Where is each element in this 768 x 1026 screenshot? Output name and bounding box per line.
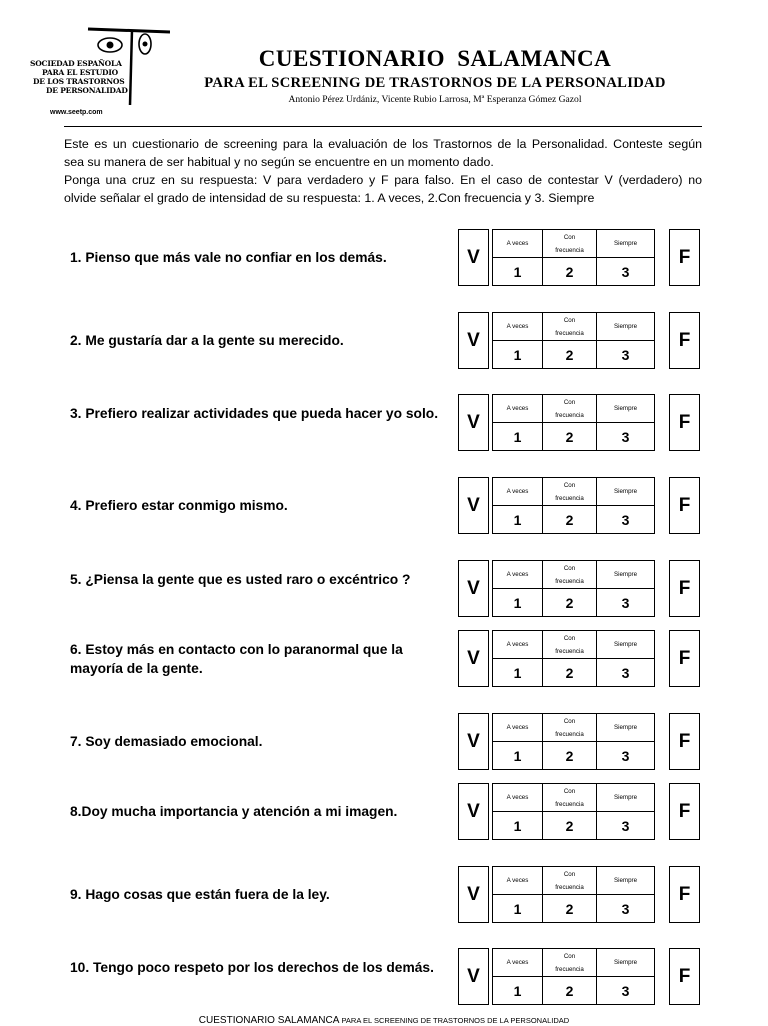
- answer-false-box[interactable]: F: [669, 866, 700, 923]
- intensity-grid: [492, 783, 655, 840]
- intensity-header: [493, 395, 542, 422]
- intensity-header-line: Siempre: [613, 240, 638, 247]
- answer-true-box[interactable]: V: [458, 312, 489, 369]
- seetp-logo: [30, 25, 170, 123]
- authors-line: Antonio Pérez Urdániz, Vicente Rubio Larrosa, Mª Esperanza Gómez Gazol: [288, 94, 582, 105]
- answer-true-box[interactable]: V: [458, 560, 489, 617]
- intensity-option-2[interactable]: 2: [565, 983, 574, 999]
- intensity-header-line: frecuencia: [555, 411, 584, 419]
- intensity-header: [597, 784, 654, 811]
- intensity-option-1[interactable]: 1: [513, 748, 522, 764]
- answer-false-box[interactable]: F: [669, 783, 700, 840]
- intensity-option-2[interactable]: 2: [565, 595, 574, 611]
- intensity-header-line: frecuencia: [555, 883, 584, 891]
- intensity-header: [543, 561, 596, 588]
- answer-false-box[interactable]: F: [669, 630, 700, 687]
- intensity-header-line: Siempre: [613, 488, 638, 495]
- intensity-option-1[interactable]: 1: [513, 983, 522, 999]
- intensity-header: [493, 784, 542, 811]
- question-text: 4. Prefiero estar conmigo mismo.: [70, 498, 288, 513]
- intensity-header-line: A veces: [506, 405, 529, 412]
- intensity-option-3[interactable]: 3: [621, 347, 630, 363]
- intensity-header-line: Con: [563, 952, 576, 960]
- intensity-header: [597, 478, 654, 505]
- logo-text-line: SOCIEDAD ESPAÑOLA: [30, 59, 122, 68]
- intensity-header-line: frecuencia: [555, 730, 584, 738]
- page-subtitle: PARA EL SCREENING DE TRASTORNOS DE LA PERSONALIDAD: [204, 75, 666, 91]
- intensity-grid: [492, 477, 655, 534]
- intensity-header-line: A veces: [506, 488, 529, 495]
- question-text: 2. Me gustaría dar a la gente su merecido.: [70, 333, 344, 348]
- intensity-option-2[interactable]: 2: [565, 901, 574, 917]
- intensity-header: [543, 230, 596, 257]
- intensity-option-1[interactable]: 1: [513, 595, 522, 611]
- intensity-header: [493, 561, 542, 588]
- intensity-option-3[interactable]: 3: [621, 983, 630, 999]
- intensity-header: [493, 867, 542, 894]
- header-divider: [64, 126, 702, 127]
- intensity-header-line: frecuencia: [555, 965, 584, 973]
- intensity-header-line: A veces: [506, 641, 529, 648]
- intensity-header-line: A veces: [506, 794, 529, 801]
- intensity-header: [543, 867, 596, 894]
- intensity-header: [493, 313, 542, 340]
- intensity-header-line: Con: [563, 787, 576, 795]
- intensity-header: [597, 714, 654, 741]
- intensity-header: [597, 313, 654, 340]
- question-text: 5. ¿Piensa la gente que es usted raro o excéntrico ?: [70, 572, 411, 587]
- intensity-grid: [492, 312, 655, 369]
- answer-false-box[interactable]: F: [669, 948, 700, 1005]
- intensity-header: [543, 949, 596, 976]
- intensity-option-1[interactable]: 1: [513, 665, 522, 681]
- intensity-option-2[interactable]: 2: [565, 818, 574, 834]
- intensity-header-line: A veces: [506, 323, 529, 330]
- answer-true-box[interactable]: V: [458, 866, 489, 923]
- answer-true-box[interactable]: V: [458, 229, 489, 286]
- intensity-grid: [492, 229, 655, 286]
- intro-line: Ponga una cruz en su respuesta: V para verdadero y F para falso. En el caso de contestar V (verdadero) no: [64, 173, 702, 187]
- intensity-option-3[interactable]: 3: [621, 748, 630, 764]
- intensity-option-1[interactable]: 1: [513, 264, 522, 280]
- intensity-header: [543, 395, 596, 422]
- intro-line: sea su manera de ser habitual y no según se encuentre en un momento dado.: [64, 155, 494, 169]
- intensity-header-line: A veces: [506, 959, 529, 966]
- intensity-header: [597, 867, 654, 894]
- intensity-option-3[interactable]: 3: [621, 429, 630, 445]
- intensity-header-line: Siempre: [613, 571, 638, 578]
- intensity-option-2[interactable]: 2: [565, 512, 574, 528]
- question-text: 10. Tengo poco respeto por los derechos de los demás.: [70, 960, 434, 975]
- intensity-header: [493, 478, 542, 505]
- intensity-option-2[interactable]: 2: [565, 665, 574, 681]
- answer-true-box[interactable]: V: [458, 783, 489, 840]
- intensity-grid: [492, 948, 655, 1005]
- logo-text-line: DE PERSONALIDAD: [46, 86, 128, 95]
- intensity-header-line: Con: [563, 634, 576, 642]
- intensity-header-line: frecuencia: [555, 647, 584, 655]
- answer-false-box[interactable]: F: [669, 477, 700, 534]
- intensity-grid: [492, 560, 655, 617]
- answer-true-box[interactable]: V: [458, 477, 489, 534]
- intensity-header-line: Con: [563, 398, 576, 406]
- intensity-header-line: A veces: [506, 724, 529, 731]
- intensity-header: [493, 714, 542, 741]
- answer-false-box[interactable]: F: [669, 560, 700, 617]
- answer-true-box[interactable]: V: [458, 630, 489, 687]
- intensity-header: [543, 313, 596, 340]
- intensity-header-line: Siempre: [613, 877, 638, 884]
- answer-false-box[interactable]: F: [669, 394, 700, 451]
- intensity-option-1[interactable]: 1: [513, 818, 522, 834]
- intensity-header: [493, 949, 542, 976]
- intensity-grid: [492, 866, 655, 923]
- answer-true-box[interactable]: V: [458, 948, 489, 1005]
- logo-text-line: PARA EL ESTUDIO: [42, 68, 118, 77]
- question-text: 3. Prefiero realizar actividades que pueda hacer yo solo.: [70, 406, 439, 421]
- intensity-grid: [492, 713, 655, 770]
- intensity-header-line: Con: [563, 870, 576, 878]
- intensity-header: [543, 784, 596, 811]
- footer-title: CUESTIONARIO SALAMANCA: [198, 1015, 340, 1026]
- intensity-header-line: Siempre: [613, 959, 638, 966]
- intro-line: olvide señalar el grado de intensidad de su respuesta: 1. A veces, 2.Con frecuencia y 3. Siempre: [64, 191, 595, 205]
- answer-false-box[interactable]: F: [669, 229, 700, 286]
- intensity-option-2[interactable]: 2: [565, 347, 574, 363]
- intensity-header-line: frecuencia: [555, 246, 584, 254]
- intensity-header-line: A veces: [506, 240, 529, 247]
- intensity-header: [597, 395, 654, 422]
- intensity-option-2[interactable]: 2: [565, 264, 574, 280]
- intensity-option-1[interactable]: 1: [513, 512, 522, 528]
- intro-line: Este es un cuestionario de screening para la evaluación de los Trastornos de la Personalidad. Conteste según: [64, 137, 702, 151]
- intensity-grid: [492, 630, 655, 687]
- question-text: 6. Estoy más en contacto con lo paranormal que la mayoría de la gente.: [70, 642, 403, 676]
- intensity-header-line: frecuencia: [555, 494, 584, 502]
- logo-url: www.seetp.com: [50, 109, 103, 116]
- intensity-header-line: Siempre: [613, 405, 638, 412]
- question-text: 8.Doy mucha importancia y atención a mi imagen.: [70, 804, 398, 819]
- intensity-header: [493, 631, 542, 658]
- intensity-option-3[interactable]: 3: [621, 818, 630, 834]
- intensity-header-line: A veces: [506, 877, 529, 884]
- intensity-header: [543, 714, 596, 741]
- question-text: 9. Hago cosas que están fuera de la ley.: [70, 887, 330, 902]
- intensity-option-3[interactable]: 3: [621, 901, 630, 917]
- intensity-header-line: A veces: [506, 571, 529, 578]
- question-text: 7. Soy demasiado emocional.: [70, 734, 263, 749]
- intensity-header: [597, 561, 654, 588]
- intensity-header-line: Siempre: [613, 794, 638, 801]
- intensity-header: [543, 631, 596, 658]
- intensity-option-1[interactable]: 1: [513, 347, 522, 363]
- intensity-header-line: Siempre: [613, 641, 638, 648]
- answer-true-box[interactable]: V: [458, 713, 489, 770]
- footer-subtitle: PARA EL SCREENING DE TRASTORNOS DE LA PERSONALIDAD: [339, 1016, 570, 1025]
- intensity-option-2[interactable]: 2: [565, 429, 574, 445]
- intensity-header-line: frecuencia: [555, 800, 584, 808]
- answer-false-box[interactable]: F: [669, 713, 700, 770]
- question-text: 1. Pienso que más vale no confiar en los demás.: [70, 250, 387, 265]
- page-footer: [0, 1015, 768, 1026]
- intensity-option-3[interactable]: 3: [621, 264, 630, 280]
- intensity-header-line: Con: [563, 233, 576, 241]
- intensity-grid: [492, 394, 655, 451]
- intensity-header-line: Con: [563, 481, 576, 489]
- intensity-option-1[interactable]: 1: [513, 429, 522, 445]
- intensity-header-line: frecuencia: [555, 329, 584, 337]
- logo-text-line: DE LOS TRASTORNOS: [33, 77, 125, 86]
- answer-false-box[interactable]: F: [669, 312, 700, 369]
- intensity-option-1[interactable]: 1: [513, 901, 522, 917]
- intensity-header-line: frecuencia: [555, 577, 584, 585]
- intensity-option-3[interactable]: 3: [621, 665, 630, 681]
- page-title: CUESTIONARIO SALAMANCA: [258, 46, 612, 71]
- intensity-option-3[interactable]: 3: [621, 512, 630, 528]
- intensity-header: [597, 949, 654, 976]
- intensity-header: [543, 478, 596, 505]
- intensity-header-line: Siempre: [613, 724, 638, 731]
- intensity-header: [493, 230, 542, 257]
- intensity-option-3[interactable]: 3: [621, 595, 630, 611]
- intensity-header: [597, 230, 654, 257]
- intensity-option-2[interactable]: 2: [565, 748, 574, 764]
- intensity-header-line: Con: [563, 564, 576, 572]
- intensity-header: [597, 631, 654, 658]
- intensity-header-line: Con: [563, 316, 576, 324]
- intensity-header-line: Con: [563, 717, 576, 725]
- intensity-header-line: Siempre: [613, 323, 638, 330]
- answer-true-box[interactable]: V: [458, 394, 489, 451]
